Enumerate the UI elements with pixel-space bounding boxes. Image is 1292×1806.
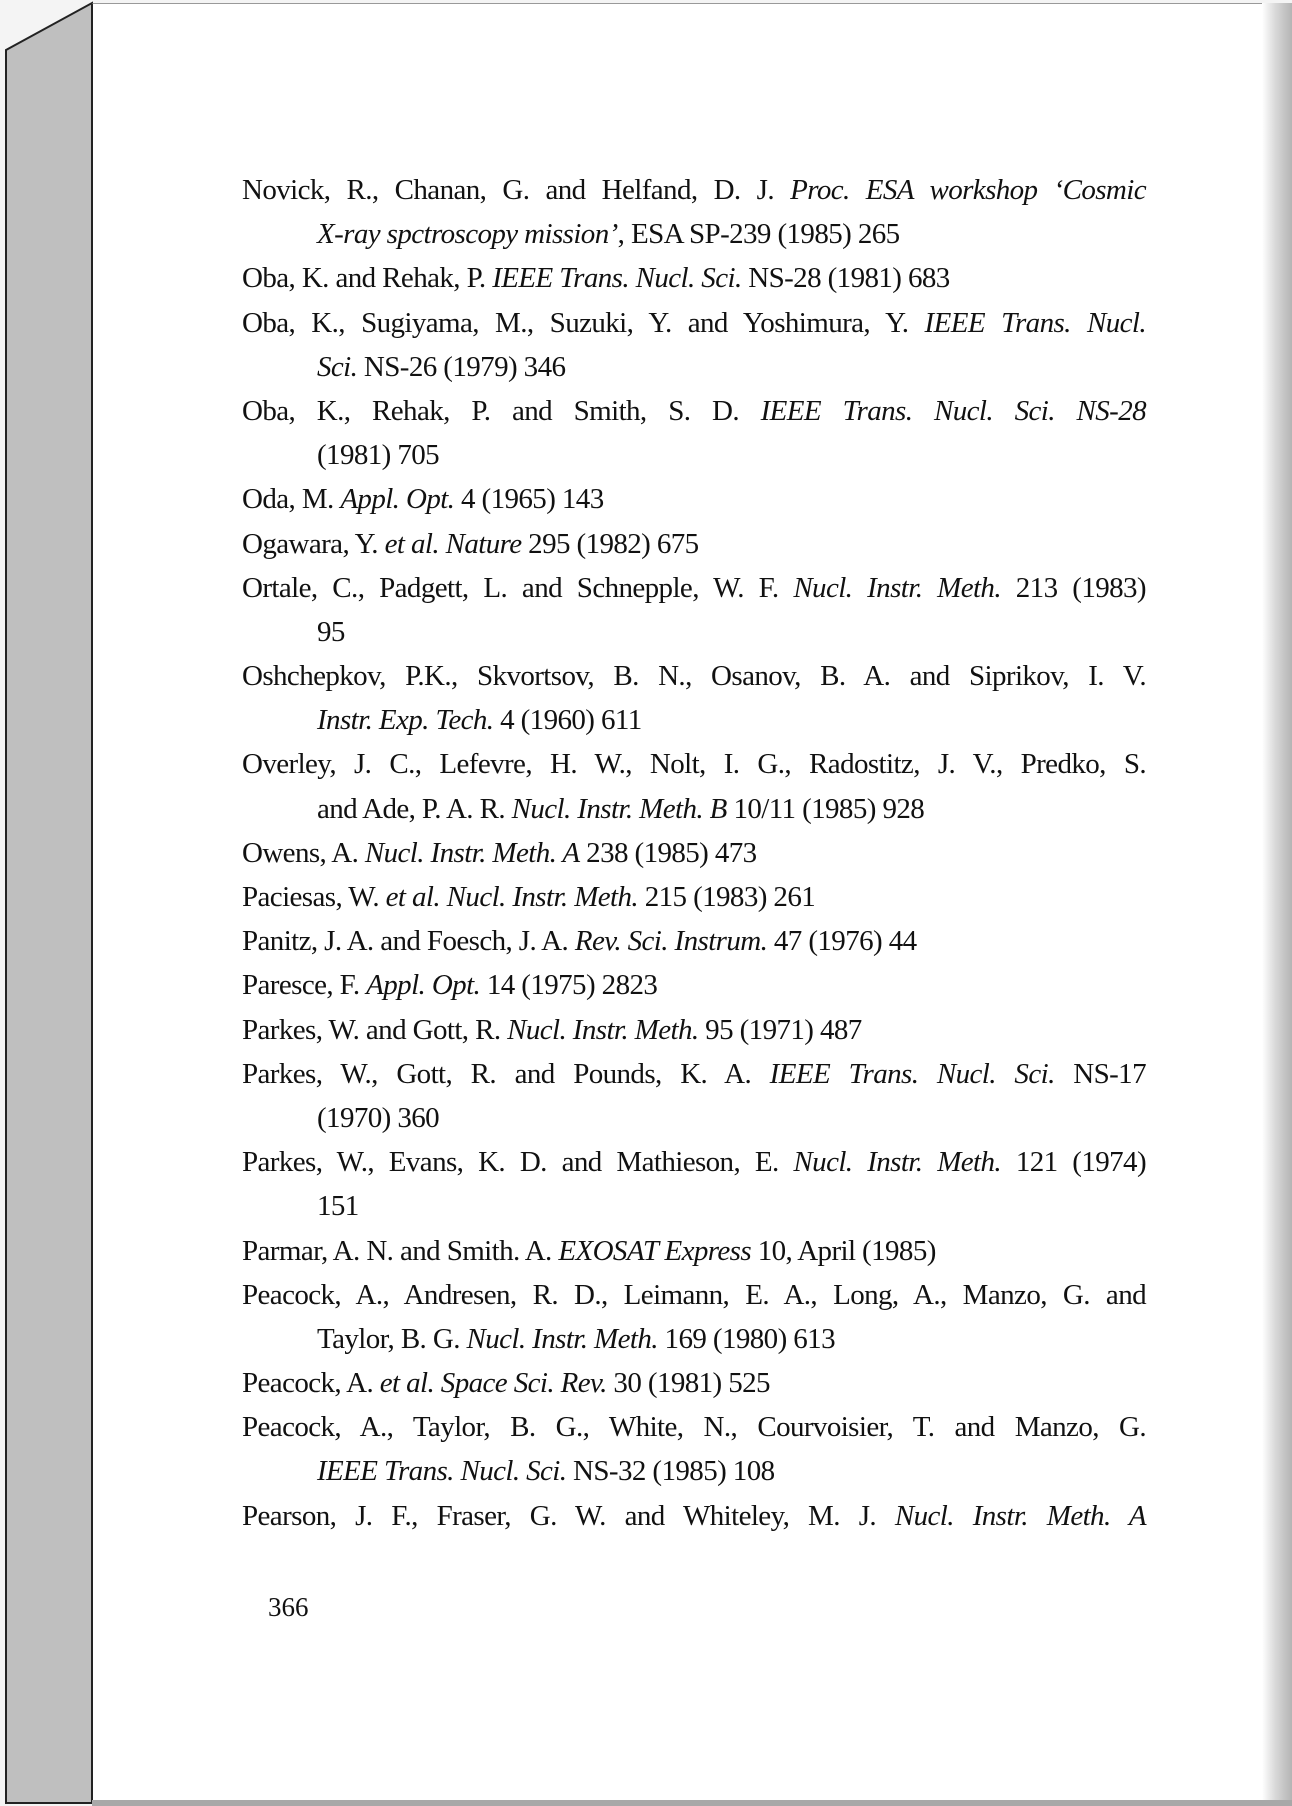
page-edge-shadow (1262, 3, 1292, 1803)
journal-title: Sci. (317, 350, 358, 383)
reference-entry (242, 831, 1146, 875)
reference-line (242, 831, 1146, 875)
journal-title: et al. Nature (384, 527, 522, 560)
page-number: 366 (268, 1592, 309, 1622)
reference-text: and Ade, P. A. R. (317, 792, 512, 825)
reference-entry (242, 1140, 1146, 1228)
reference-line (242, 477, 1146, 521)
reference-text: 10, April (1985) (751, 1234, 936, 1267)
reference-line (242, 566, 1146, 610)
reference-line (242, 389, 1146, 433)
reference-line (242, 1405, 1146, 1449)
reference-text: Ogawara, Y. (242, 527, 385, 560)
journal-title: Rev. Sci. Instrum. (574, 925, 768, 958)
reference-text: Panitz, J. A. and Foesch, J. A. (242, 925, 575, 958)
reference-line (242, 1096, 1146, 1140)
reference-entry (242, 742, 1146, 830)
reference-text: Oshchepkov, P.K., Skvortsov, B. N., Osanov, B. A. and Siprikov, I. V. (242, 660, 1146, 693)
reference-line (242, 1449, 1146, 1493)
journal-title: Nucl. Instr. Meth. (793, 1146, 1002, 1179)
journal-title: IEEE Trans. Nucl. Sci. (492, 262, 742, 295)
journal-title: Nucl. Instr. Meth. A (364, 836, 580, 869)
reference-text: Owens, A. (242, 836, 365, 869)
reference-text: Paciesas, W. (242, 881, 386, 913)
reference-entry (242, 1361, 1146, 1405)
journal-title: et al. Nucl. Instr. Meth. (385, 881, 639, 913)
reference-text: Paresce, F. (242, 969, 367, 1002)
reference-line (242, 1273, 1146, 1317)
journal-title: IEEE Trans. Nucl. Sci. (769, 1057, 1055, 1090)
reference-line (242, 1140, 1146, 1184)
reference-line (242, 345, 1146, 389)
reference-text: Taylor, B. G. (317, 1322, 467, 1355)
reference-text: 215 (1983) 261 (638, 881, 816, 913)
journal-title: EXOSAT Express (558, 1234, 752, 1267)
reference-line (242, 522, 1146, 566)
reference-entry (242, 1229, 1146, 1273)
journal-title: Appl. Opt. (340, 483, 455, 516)
reference-line (242, 654, 1146, 698)
reference-entry (242, 1494, 1146, 1538)
reference-text: Peacock, A., Taylor, B. G., White, N., Courvoisier, T. and Manzo, G. (242, 1411, 1146, 1444)
reference-text: Overley, J. C., Lefevre, H. W., Nolt, I. G., Radostitz, J. V., Predko, S. (242, 748, 1146, 781)
journal-title: Nucl. Instr. Meth. B (511, 792, 727, 825)
reference-entry (242, 301, 1146, 389)
reference-entry (242, 654, 1146, 742)
reference-line (242, 301, 1146, 345)
journal-title: IEEE Trans. Nucl. Sci. (317, 1455, 567, 1488)
journal-title: Nucl. Instr. Meth. (793, 571, 1001, 604)
reference-text: Parkes, W., Gott, R. and Pounds, K. A. (242, 1057, 770, 1090)
reference-text: NS-28 (1981) 683 (741, 262, 950, 295)
reference-line (242, 875, 1146, 919)
reference-text: 151 (317, 1190, 359, 1223)
reference-entry (242, 477, 1146, 521)
reference-text: 4 (1960) 611 (493, 704, 642, 737)
reference-text: 4 (1965) 143 (454, 483, 604, 516)
journal-title: Nucl. Instr. Meth. (507, 1013, 699, 1046)
reference-line (242, 168, 1146, 212)
reference-text: NS-17 (1054, 1057, 1146, 1090)
reference-text: 295 (1982) 675 (521, 527, 699, 560)
journal-title: et al. Space Sci. Rev. (379, 1367, 607, 1400)
reference-entry (242, 963, 1146, 1007)
reference-text: 121 (1974) (1001, 1146, 1146, 1179)
reference-text: Oda, M. (242, 483, 341, 516)
journal-title: Nucl. Instr. Meth. A (894, 1499, 1147, 1532)
reference-line (242, 919, 1146, 963)
reference-text: 47 (1976) 44 (767, 925, 917, 958)
reference-text: Oba, K., Rehak, P. and Smith, S. D. (242, 394, 761, 427)
reference-list (242, 168, 1146, 1538)
reference-text: 14 (1975) 2823 (480, 969, 658, 1002)
reference-line (242, 1229, 1146, 1273)
journal-title: IEEE Trans. Nucl. (924, 306, 1146, 339)
reference-entry (242, 522, 1146, 566)
reference-line (242, 610, 1146, 654)
reference-entry (242, 1405, 1146, 1493)
reference-text: Oba, K. and Rehak, P. (242, 262, 493, 295)
reference-text: Ortale, C., Padgett, L. and Schnepple, W. F. (242, 571, 794, 604)
reference-text: Parkes, W. and Gott, R. (242, 1013, 508, 1046)
reference-entry (242, 1273, 1146, 1361)
reference-text: Peacock, A., Andresen, R. D., Leimann, E. A., Long, A., Manzo, G. and (242, 1278, 1146, 1311)
reference-text: Parmar, A. N. and Smith. A. (242, 1234, 559, 1267)
reference-line (242, 742, 1146, 786)
journal-title: Appl. Opt. (366, 969, 481, 1002)
reference-text: Parkes, W., Evans, K. D. and Mathieson, E. (242, 1146, 794, 1179)
reference-text: 238 (1985) 473 (579, 836, 757, 869)
reference-line (242, 1361, 1146, 1405)
reference-line (242, 256, 1146, 300)
journal-title: IEEE Trans. Nucl. Sci. NS-28 (760, 394, 1146, 427)
reference-text: Pearson, J. F., Fraser, G. W. and Whiteley, M. J. (242, 1499, 895, 1532)
reference-line (242, 433, 1146, 477)
reference-line (242, 1052, 1146, 1096)
journal-title: Proc. ESA workshop ‘Cosmic (790, 174, 1147, 206)
reference-text: (1981) 705 (317, 439, 440, 472)
reference-text: , ESA SP-239 (1985) 265 (617, 218, 900, 251)
reference-entry (242, 389, 1146, 477)
reference-text: 10/11 (1985) 928 (726, 792, 925, 825)
reference-line (242, 212, 1146, 256)
journal-title: Nucl. Instr. Meth. (466, 1322, 658, 1355)
reference-entry (242, 168, 1146, 256)
reference-text: NS-32 (1985) 108 (566, 1455, 775, 1488)
reference-text: 95 (317, 615, 345, 648)
reference-line (242, 787, 1146, 831)
reference-line (242, 1494, 1146, 1538)
reference-text: Novick, R., Chanan, G. and Helfand, D. J. (242, 174, 791, 206)
reference-entry (242, 566, 1146, 654)
reference-text: Peacock, A. (242, 1367, 380, 1400)
reference-text: 169 (1980) 613 (657, 1322, 835, 1355)
reference-line (242, 698, 1146, 742)
reference-text: Oba, K., Sugiyama, M., Suzuki, Y. and Yoshimura, Y. (242, 306, 925, 339)
reference-entry (242, 1008, 1146, 1052)
reference-entry (242, 1052, 1146, 1140)
page-bottom-edge (92, 1800, 1292, 1806)
reference-line (242, 1184, 1146, 1228)
reference-line (242, 963, 1146, 1007)
reference-text: 213 (1983) (1000, 571, 1146, 604)
reference-line (242, 1008, 1146, 1052)
reference-text: (1970) 360 (317, 1101, 440, 1134)
journal-title: X-ray spctroscopy mission’ (317, 218, 618, 251)
reference-entry (242, 919, 1146, 963)
reference-entry (242, 875, 1146, 919)
reference-text: 95 (1971) 487 (698, 1013, 862, 1046)
reference-text: 30 (1981) 525 (606, 1367, 770, 1400)
reference-line (242, 1317, 1146, 1361)
reference-entry (242, 256, 1146, 300)
reference-text: NS-26 (1979) 346 (357, 350, 566, 383)
journal-title: Instr. Exp. Tech. (317, 704, 494, 737)
